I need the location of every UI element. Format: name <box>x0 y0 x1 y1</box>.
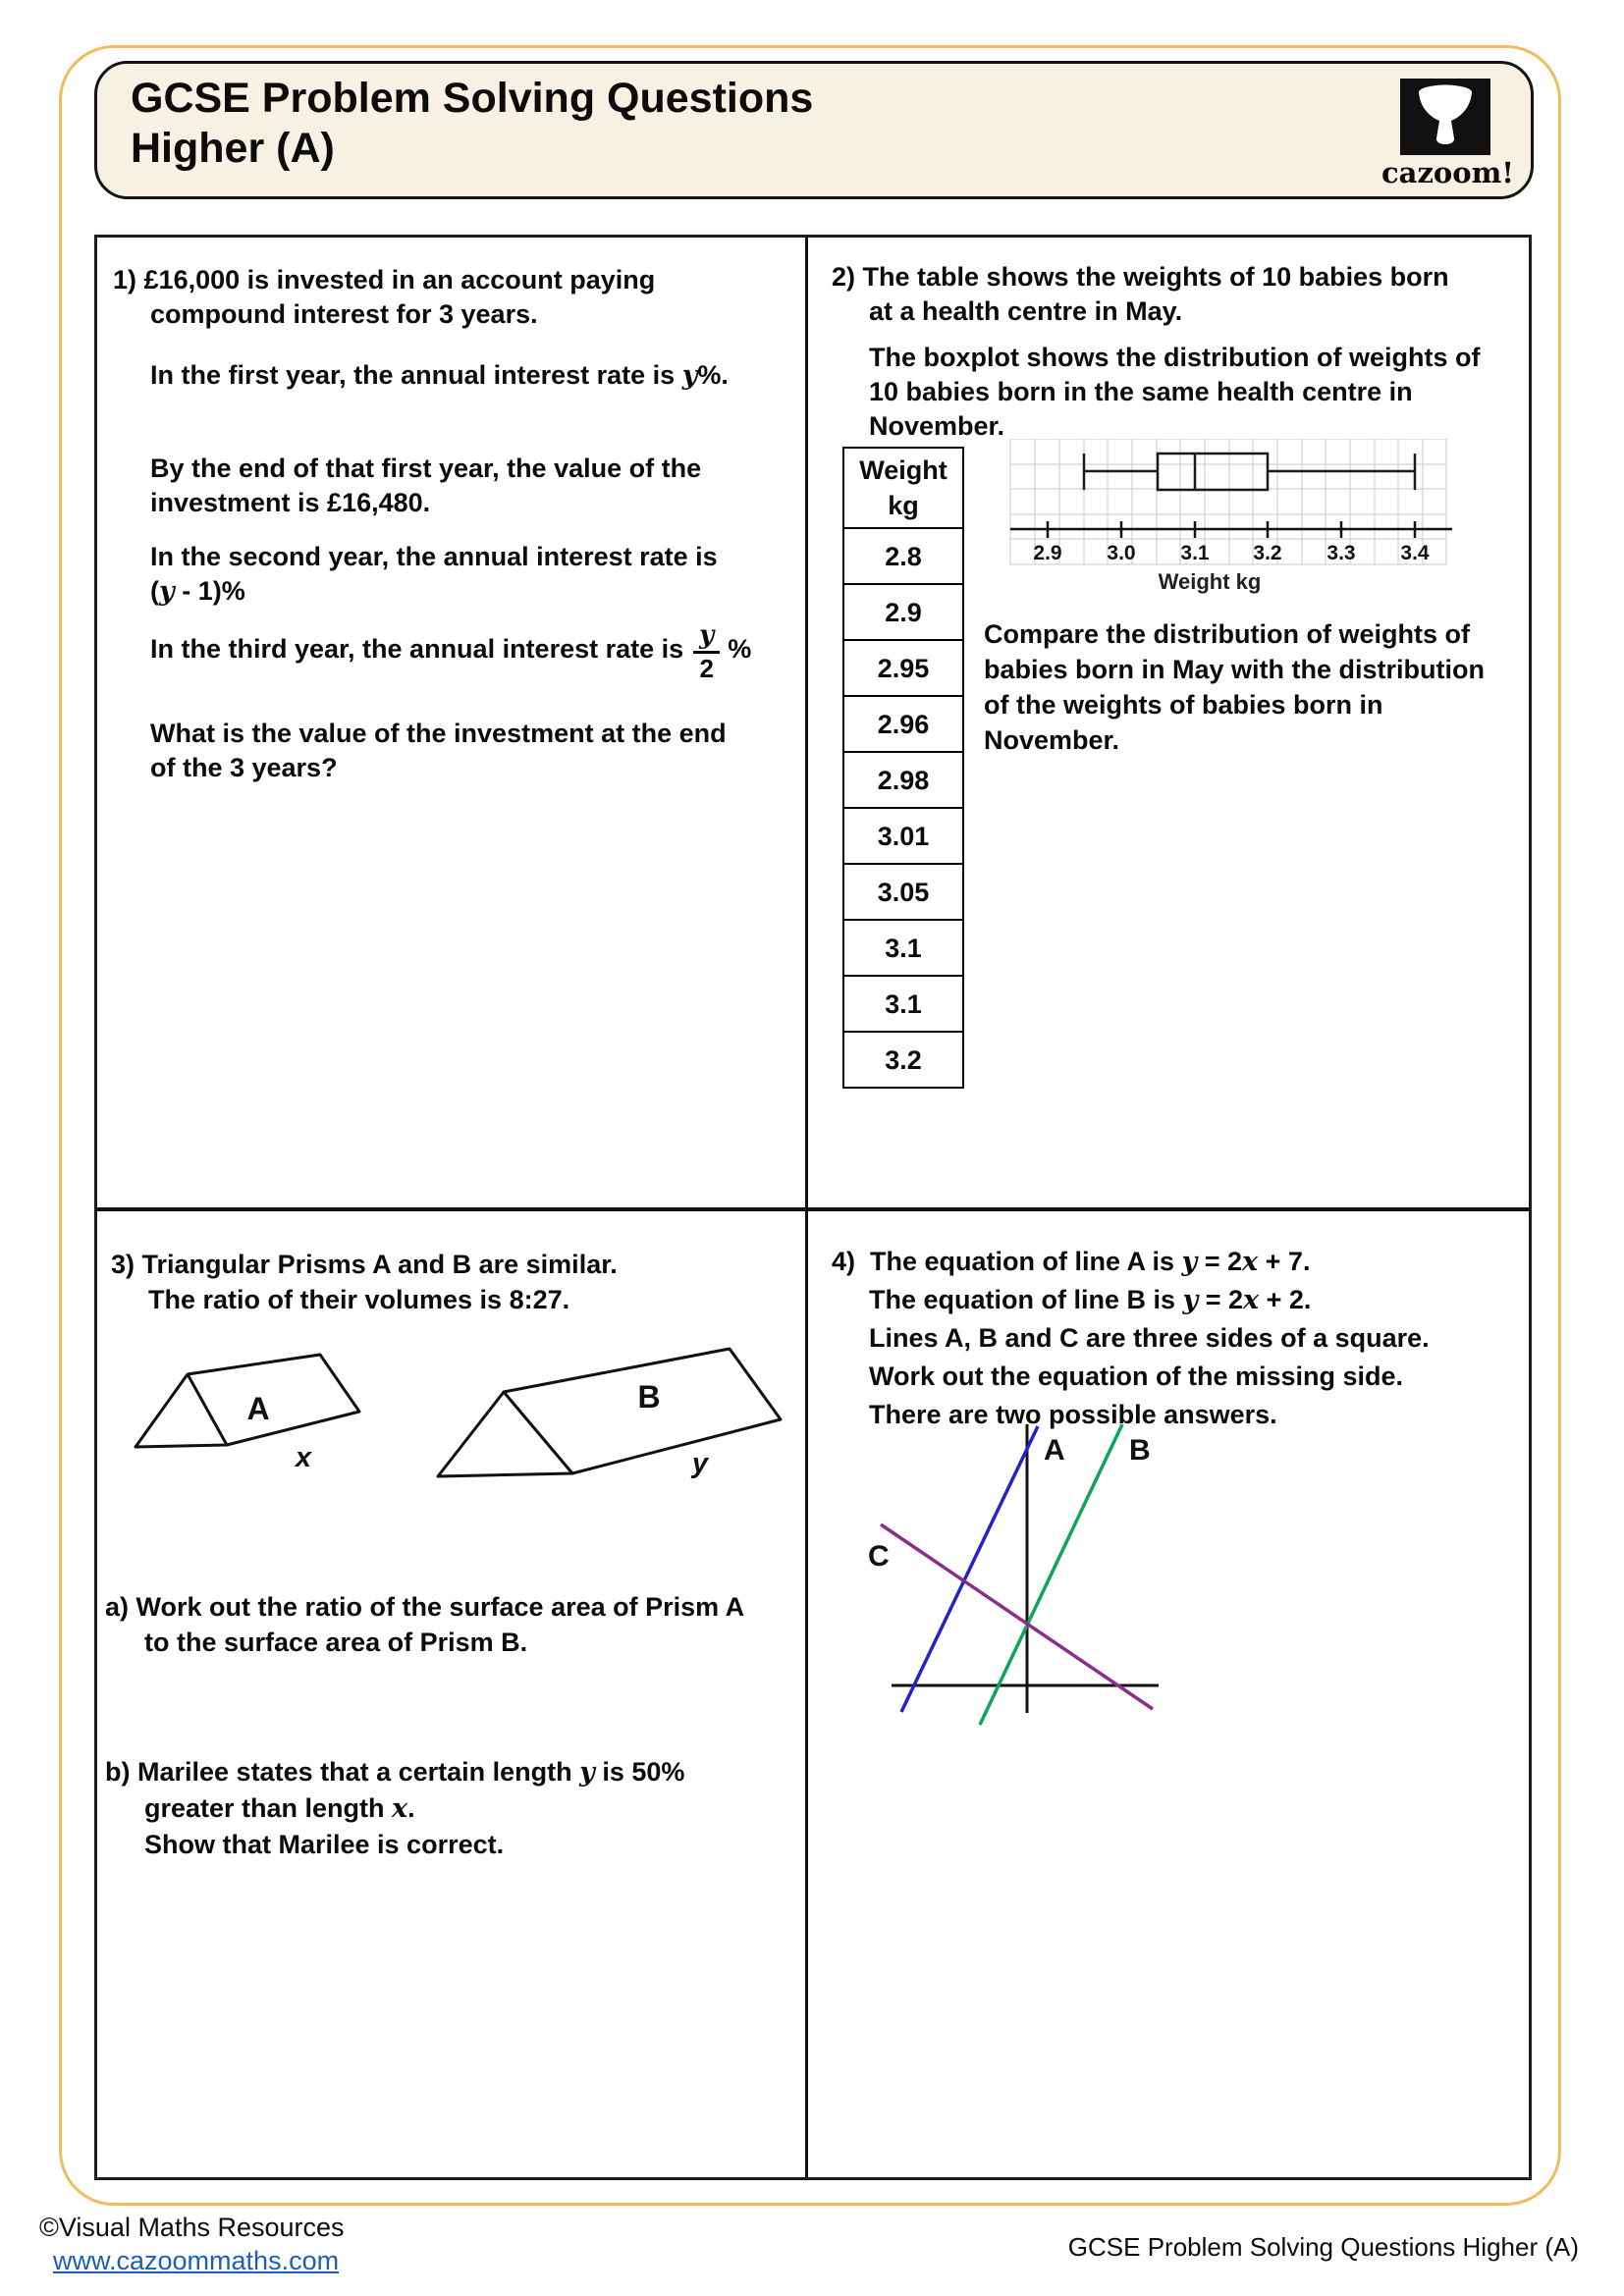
q3a-number: a) <box>105 1592 130 1622</box>
q3-part-b: b) Marilee states that a certain length y is 50% greater than length x. Show that Marilee is correct. <box>105 1757 685 1859</box>
header-panel <box>94 61 1534 199</box>
cazoom-drum-icon <box>1400 79 1490 155</box>
page-title <box>131 74 813 174</box>
question-3-panel <box>111 1247 802 1317</box>
q3-number: 3) <box>111 1250 135 1279</box>
prism-b-label: B <box>637 1379 661 1415</box>
drum-icon <box>1400 79 1490 155</box>
table-row: 2.8 <box>844 527 962 583</box>
table-row: 3.05 <box>844 863 962 919</box>
weights-table <box>842 447 964 1089</box>
line-a-label: A <box>1044 1434 1065 1467</box>
q1-number: 1) <box>113 265 137 294</box>
table-row: 2.98 <box>844 751 962 807</box>
boxplot-tick-labels <box>1033 542 1430 564</box>
fraction-denominator: 2 <box>699 654 714 683</box>
fraction-numerator: y <box>693 620 720 654</box>
footer-worksheet-title: GCSE Problem Solving Questions Higher (A) <box>1067 2232 1579 2262</box>
page-title-line2: Higher (A) <box>131 125 335 172</box>
svg-text:3.0: 3.0 <box>1107 542 1136 564</box>
q2-boxplot-intro: The boxplot shows the distribution of weights of 10 babies born in the same health centre in November. <box>869 343 1481 441</box>
math-var-y: y <box>159 576 175 607</box>
math-var-y: y <box>1181 1247 1198 1277</box>
math-var-x: x <box>1243 1285 1260 1315</box>
prism-b-shape <box>438 1349 781 1476</box>
q2-statement: 2) The table shows the weights of 10 babies born at a health centre in May. <box>832 262 1449 326</box>
question-1-panel <box>113 263 802 785</box>
question-2-panel <box>832 260 1533 444</box>
q2-number: 2) <box>832 262 856 292</box>
math-var-y: y <box>1182 1285 1199 1315</box>
boxplot-figure <box>1084 454 1415 490</box>
math-var-x: x <box>1242 1247 1259 1277</box>
boxplot-axis <box>1010 521 1452 538</box>
q4-number: 4) <box>832 1247 856 1276</box>
prisms-diagram <box>111 1309 798 1486</box>
lines-graph <box>864 1418 1178 1772</box>
q1-end-first-year-line: By the end of that first year, the value of the investment is £16,480. <box>150 454 702 517</box>
q3b-number: b) <box>105 1757 131 1787</box>
horizontal-divider <box>97 1207 1529 1211</box>
prism-a-dim-x: x <box>295 1442 312 1473</box>
weights-table-header: Weight kg <box>859 455 947 520</box>
svg-text:2.9: 2.9 <box>1033 542 1062 564</box>
q1-statement: 1) £16,000 is invested in an account paying compound interest for 3 years. <box>113 265 656 329</box>
boxplot-chart <box>1008 439 1460 601</box>
svg-text:3.4: 3.4 <box>1400 542 1430 564</box>
boxplot-grid <box>1010 439 1446 564</box>
footer-website-link[interactable]: www.cazoommaths.com <box>53 2246 340 2275</box>
table-row: 3.1 <box>844 975 962 1031</box>
table-row: 3.1 <box>844 919 962 975</box>
prism-b-dim-y: y <box>691 1448 709 1479</box>
question-4-panel <box>832 1243 1533 1434</box>
line-a <box>901 1426 1038 1712</box>
boxplot-axis-label: Weight kg <box>1158 569 1262 594</box>
table-row: 2.95 <box>844 639 962 695</box>
table-row: 2.9 <box>844 583 962 639</box>
graph-axes <box>892 1424 1159 1713</box>
math-var-x: x <box>392 1793 408 1824</box>
math-var-y: y <box>681 360 698 391</box>
table-row: 3.2 <box>844 1031 962 1087</box>
q4-statement: 4) The equation of line A is y = 2x + 7. The equation of line B is y = 2x + 2. Lines A, B and C are three sides of a square. Work out the equation of the missing side. There are two possible answers. <box>832 1247 1430 1429</box>
table-row: 3.01 <box>844 807 962 863</box>
cazoom-logo <box>1381 79 1515 189</box>
questions-grid <box>94 235 1532 2180</box>
line-b-label: B <box>1129 1434 1151 1467</box>
footer-left <box>39 2211 345 2277</box>
q2-compare-task: Compare the distribution of weights of babies born in May with the distribution of the weights of babies born in November. <box>984 619 1486 755</box>
q3-part-a: a) Work out the ratio of the surface area of Prism A to the surface area of Prism B. <box>105 1592 745 1657</box>
svg-text:3.1: 3.1 <box>1180 542 1210 564</box>
svg-text:3.3: 3.3 <box>1326 542 1356 564</box>
page-title-line1: GCSE Problem Solving Questions <box>131 75 814 122</box>
footer-copyright: ©Visual Maths Resources <box>39 2213 345 2242</box>
q1-question-line: What is the value of the investment at the end of the 3 years? <box>150 719 727 782</box>
prism-a-label: A <box>246 1391 270 1426</box>
table-row: 2.96 <box>844 695 962 751</box>
line-b <box>980 1424 1122 1725</box>
q1-first-year-line: In the first year, the annual interest rate is y%. <box>150 360 729 391</box>
q1-second-year-line: In the second year, the annual interest rate is (y - 1)% <box>150 542 718 607</box>
cazoom-logo-text: cazoom! <box>1381 156 1515 189</box>
line-c-label: C <box>868 1540 890 1573</box>
svg-text:3.2: 3.2 <box>1253 542 1282 564</box>
q3-statement: 3) Triangular Prisms A and B are similar. The ratio of their volumes is 8:27. <box>111 1250 618 1314</box>
fraction-y-over-2 <box>693 620 720 683</box>
q1-third-year-line: In the third year, the annual interest rate is $\frac{y}{2}$ % <box>150 620 752 683</box>
line-c <box>881 1524 1153 1709</box>
math-var-y: y <box>579 1757 595 1788</box>
